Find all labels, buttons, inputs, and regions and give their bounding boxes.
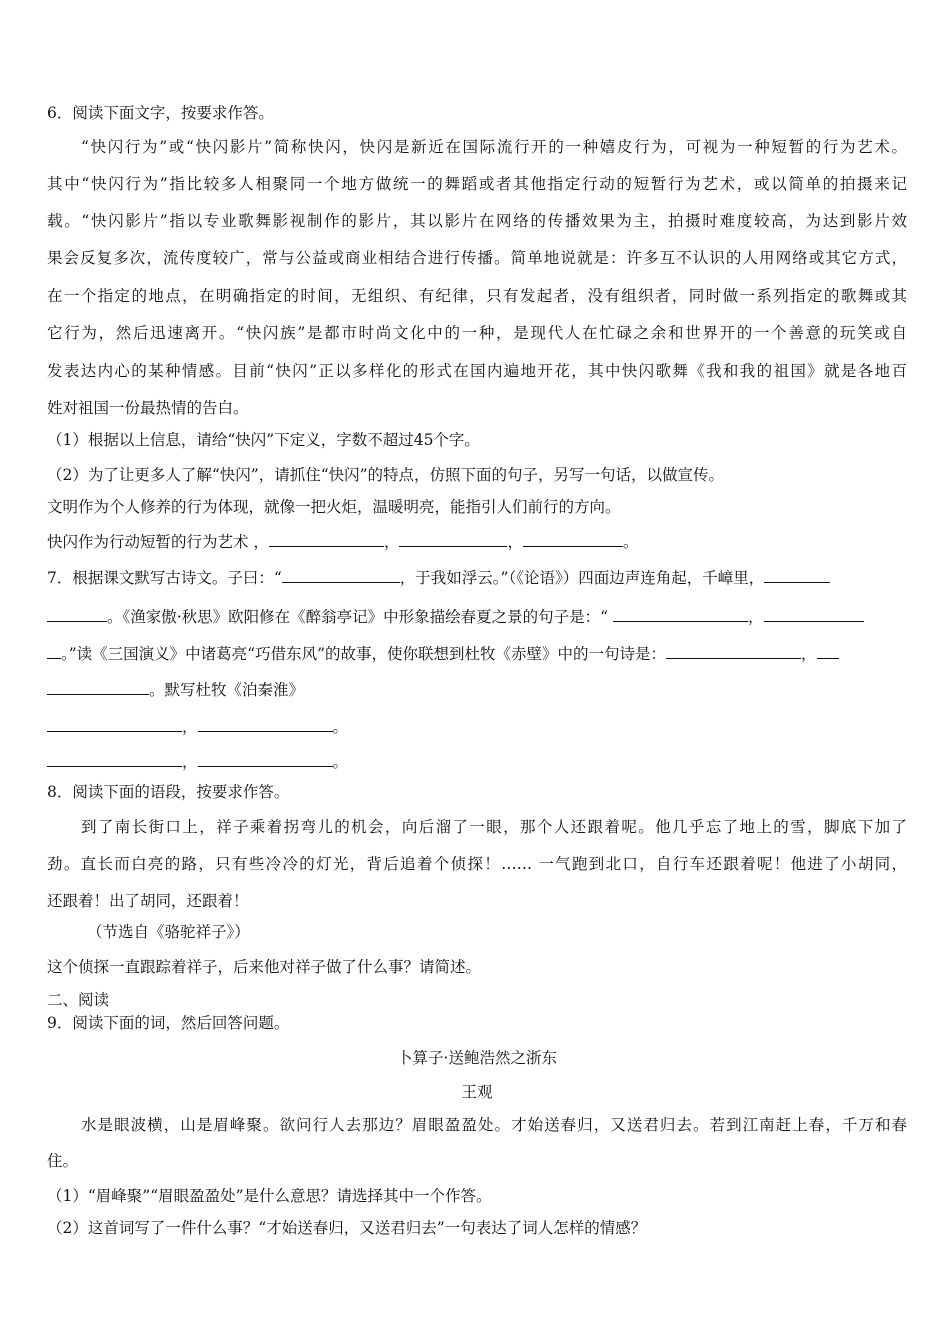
q6-para-line: “快闪行为”或“快闪影片”简称快闪，快闪是新近在国际流行开的一种嬉皮行为，可视为一种短暂的行为艺术。 [81, 138, 907, 156]
answer-blank[interactable] [198, 717, 333, 732]
q6-example: 文明作为个人修养的行为体现，就像一把火炬，温暖明亮，能指引人们前行的方向。 [47, 498, 621, 516]
answer-blank[interactable] [764, 568, 830, 583]
answer-blank[interactable] [282, 568, 400, 583]
q7-text: 7．根据课文默写古诗文。子曰：“ [47, 569, 282, 587]
q6-para-line: 载。“快闪影片”指以专业歌舞影视制作的影片，其以影片在网络的传播效果为主，拍摄时难度较高，为达到影片效 [47, 212, 907, 230]
answer-blank[interactable] [399, 532, 507, 547]
poem-title: 卜算子·送鲍浩然之浙东 [397, 1049, 557, 1067]
q7-text: 。”读《三国演义》中诸葛亮“巧借东风”的故事，使你联想到杜牧《赤壁》中的一句诗是： [61, 645, 667, 663]
q7-poem-line [47, 717, 907, 737]
answer-blank[interactable] [817, 644, 839, 659]
q7-line [47, 644, 907, 664]
answer-blank[interactable] [47, 680, 149, 695]
answer-blank[interactable] [269, 532, 384, 547]
q6-para-line: 它行为，然后迅速离开。“快闪族”是都市时尚文化中的一种，是现代人在忙碌之余和世界开的一个善意的玩笑或自 [47, 324, 907, 342]
q7-line [47, 680, 907, 700]
section-heading: 二、阅读 [47, 991, 110, 1009]
q7-text: ，于我如浮云。”（《论语》）四面边声连角起，千嶂里， [399, 569, 765, 587]
period: 。 [332, 753, 349, 771]
answer-blank[interactable] [47, 717, 182, 732]
q6-prompt: 快闪作为行动短暂的行为艺术 ， [47, 533, 269, 551]
answer-blank[interactable] [764, 607, 864, 622]
answer-blank[interactable] [666, 644, 801, 659]
q8-para-line: 劲。直长而白亮的路，只有些冷冷的灯光，背后追着个侦探！…… 一气跑到北口，自行车还跟着呢！他进了小胡同， [47, 855, 907, 873]
comma: ， [383, 533, 400, 551]
period: 。 [622, 533, 639, 551]
q6-sub2: （2）为了让更多人了解“快闪”，请抓住“快闪”的特点，仿照下面的句子，另写一句话，以做宣传。 [47, 466, 725, 484]
q9-title: 9．阅读下面的词，然后回答问题。 [47, 1014, 290, 1032]
q9-sub2: （2）这首词写了一件什么事？“才始送春归，又送君归去”一句表达了词人怎样的情感？ [47, 1219, 647, 1237]
comma: ， [182, 753, 198, 771]
comma: ， [182, 718, 198, 736]
answer-blank[interactable] [613, 607, 748, 622]
q8-source: （节选自《骆驼祥子》） [87, 923, 250, 941]
q9-sub1: （1）“眉峰聚”“眉眼盈盈处”是什么意思？请选择其中一个作答。 [47, 1187, 492, 1205]
q8-para-line: 到了南长街口上，祥子乘着拐弯儿的机会，向后溜了一眼，那个人还跟着呢。他几乎忘了地上的雪，脚底下加了 [81, 818, 907, 836]
q6-para-line: 发表达内心的某种情感。目前“快闪”正以多样化的形式在国内遍地开花，其中快闪歌舞《我和我的祖国》就是各地百 [47, 362, 907, 380]
q6-para-line: 姓对祖国一份最热情的告白。 [47, 399, 249, 417]
q8-question: 这个侦探一直跟踪着祥子，后来他对祥子做了什么事？请简述。 [47, 958, 482, 976]
q7-line [47, 568, 907, 588]
answer-blank[interactable] [47, 607, 107, 622]
q7-text: 。默写杜牧《泊秦淮》 [149, 681, 305, 699]
comma: ， [801, 645, 817, 663]
q6-para-line: 其中“快闪行为”指比较多人相聚同一个地方做统一的舞蹈或者其他指定行动的短暂行为艺术，或以简单的拍摄来记 [47, 175, 907, 193]
comma: ， [748, 608, 764, 626]
answer-blank[interactable] [47, 752, 182, 767]
q6-sub1: （1）根据以上信息，请给“快闪”下定义，字数不超过45个字。 [47, 431, 480, 449]
q6-para-line: 果会反复多次，流传度较广，常与公益或商业相结合进行传播。简单地说就是：许多互不认识的人用网络或其它方式， [47, 249, 907, 267]
q8-para-line: 还跟着！出了胡同，还跟着！ [47, 892, 249, 910]
q6-answer-line [47, 532, 907, 552]
poem-author: 王观 [461, 1083, 493, 1101]
answer-blank[interactable] [198, 752, 333, 767]
q7-poem-line [47, 752, 907, 772]
q6-para-line: 在一个指定的地点，在明确指定的时间，无组织、有纪律，只有发起者，没有组织者，同时做一系列指定的歌舞或其 [47, 287, 907, 305]
q7-line [47, 607, 907, 627]
poem-line: 住。 [47, 1152, 79, 1170]
q6-title: 6．阅读下面文字，按要求作答。 [47, 104, 274, 122]
answer-blank[interactable] [523, 532, 623, 547]
poem-line: 水是眼波横，山是眉峰聚。欲问行人去那边？眉眼盈盈处。才始送春归，又送君归去。若到江南赶上春，千万和春 [81, 1116, 907, 1134]
q7-text: 。《渔家傲·秋思》欧阳修在《醉翁亭记》中形象描绘春夏之景的句子是：“ [107, 608, 609, 626]
period: 。 [332, 718, 349, 736]
answer-blank[interactable] [47, 644, 61, 659]
q8-title: 8．阅读下面的语段，按要求作答。 [47, 783, 290, 801]
comma: ， [507, 533, 523, 551]
